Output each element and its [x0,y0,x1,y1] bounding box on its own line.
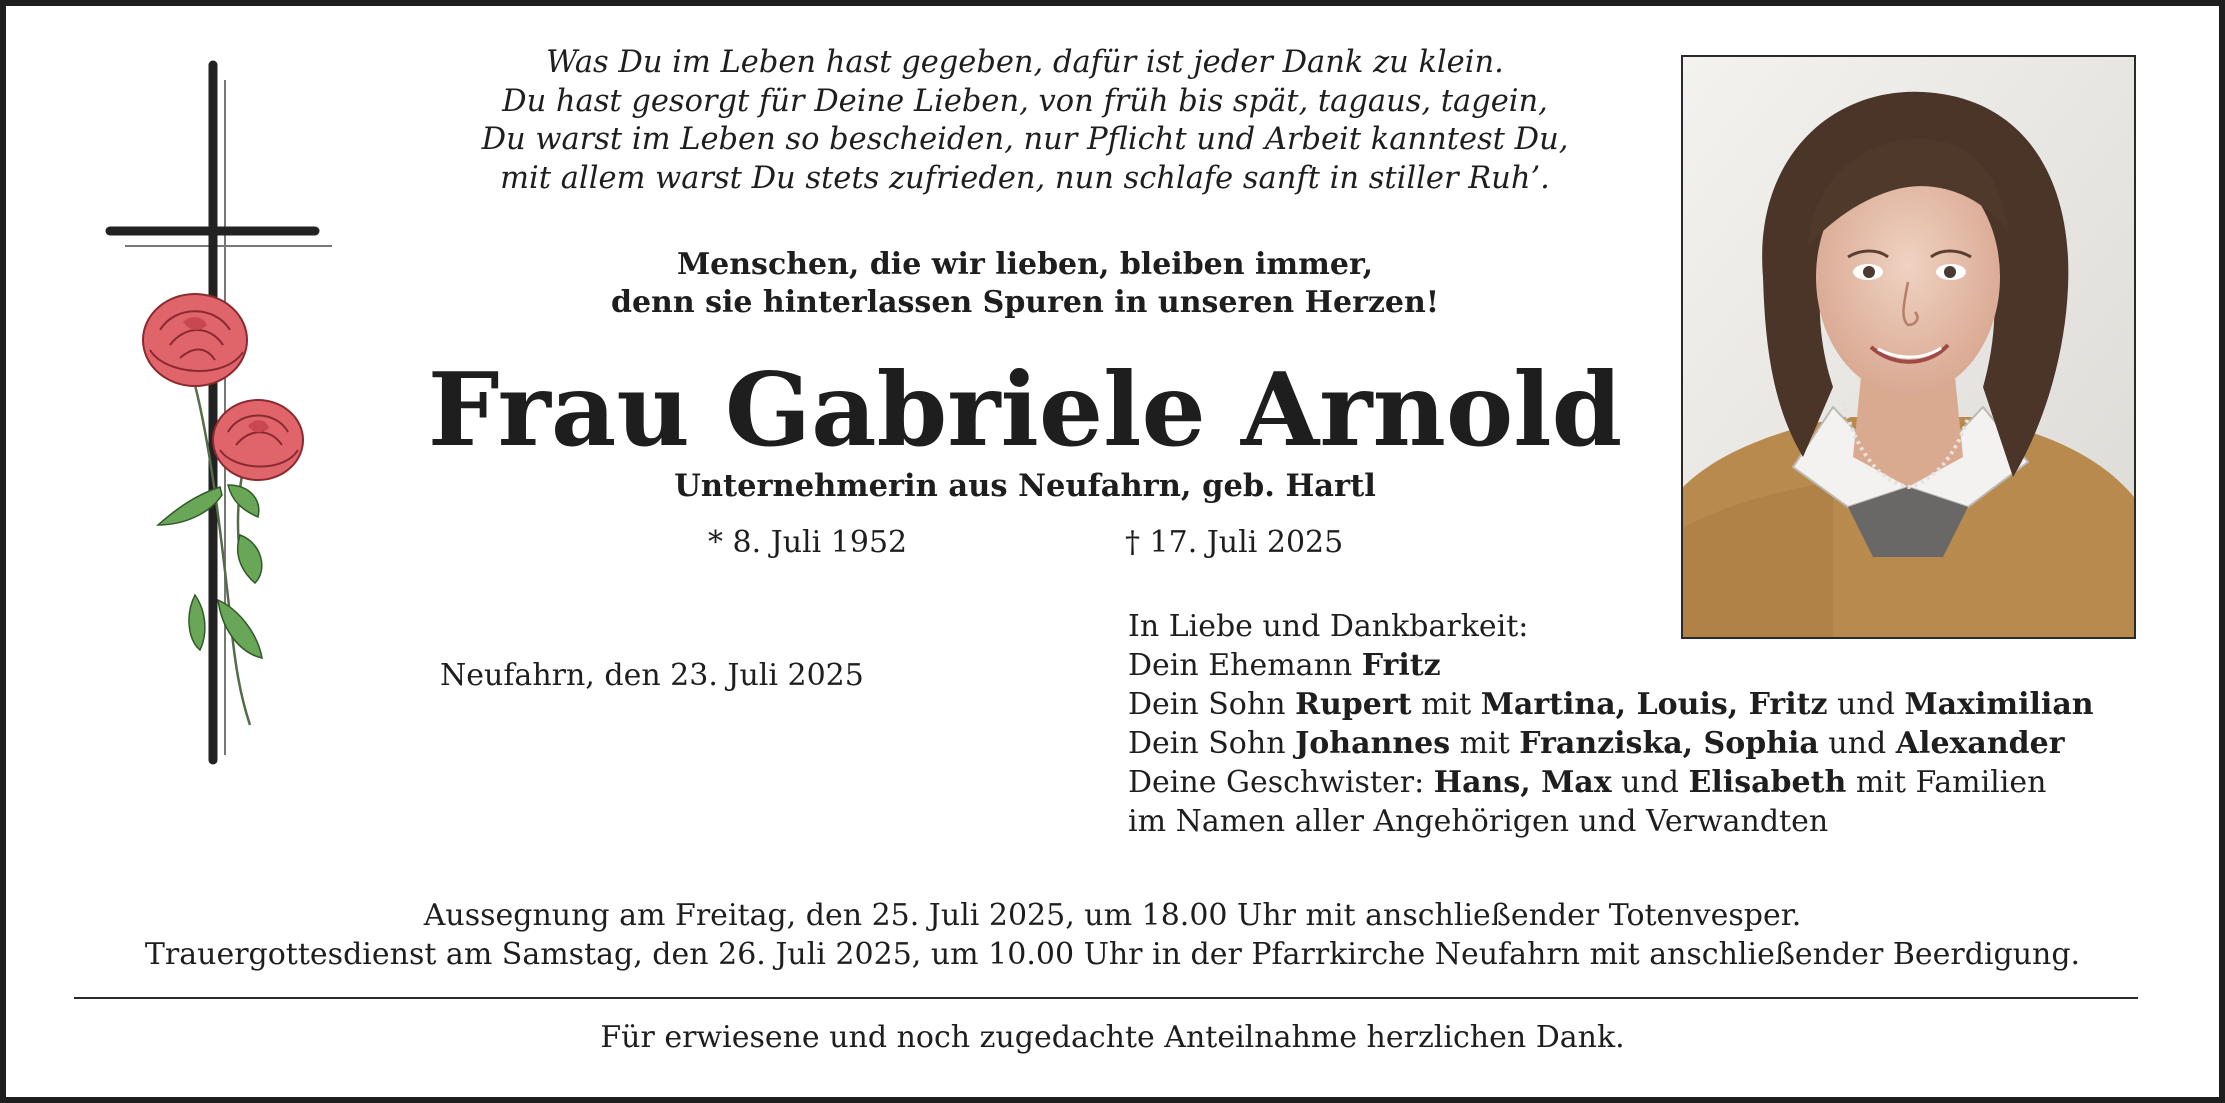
mourner-name: Alexander [1895,726,2065,761]
place-date: Neufahrn, den 23. Juli 2025 [440,658,864,693]
mourner-line [1128,646,2094,685]
poem-verse [330,44,1720,198]
mourner-name: Johannes [1295,726,1451,761]
motto-line: denn sie hinterlassen Spuren in unseren Herzen! [610,285,1440,320]
motto-line: Menschen, die wir lieben, bleiben immer, [676,247,1374,282]
mourner-connector: mit [1450,726,1520,761]
mourners-list [1128,607,2094,841]
cross-with-roses-icon [100,55,350,765]
mourner-connector: mit Familien [1846,765,2047,800]
mourner-name: Elisabeth [1688,765,1847,800]
deceased-name: Frau Gabriele Arnold [427,350,1623,469]
thanks-note: Für erwiesene und noch zugedachte Anteilnahme herzlichen Dank. [600,1020,1625,1055]
mourner-name: Rupert [1295,687,1412,722]
mourner-name: Maximilian [1904,687,2094,722]
verse-line: mit allem warst Du stets zufrieden, nun schlafe sanft in stiller Ruh’. [500,160,1550,196]
mourner-connector: mit [1411,687,1481,722]
mourner-relation: Deine Geschwister: [1128,765,1434,800]
service-details [60,896,2165,974]
verse-line: Was Du im Leben hast gegeben, dafür ist jeder Dank zu klein. [546,45,1504,80]
mourner-name: Fritz [1361,648,1441,683]
verse-line: Du hast gesorgt für Deine Lieben, von früh bis spät, tagaus, tagein, [502,83,1548,119]
mourner-line [1128,724,2094,763]
mourner-name: Hans, Max [1433,765,1612,800]
funeral-service-info: Trauergottesdienst am Samstag, den 26. Juli 2025, um 10.00 Uhr in der Pfarrkirche Neufahrn mit anschließender Beerdigung. [144,937,2081,972]
mourner-relation: Dein Sohn [1128,726,1296,761]
mourner-connector: und [1827,687,1905,722]
mourner-name: Franziska, Sophia [1519,726,1819,761]
birth-date: * 8. Juli 1952 [708,525,908,560]
death-date: † 17. Juli 2025 [1125,525,1344,560]
mourner-line [1128,685,2094,724]
deceased-occupation: Unternehmerin aus Neufahrn, geb. Hartl [674,468,1376,504]
mourner-relation: Dein Sohn [1128,687,1296,722]
mourners-closing: im Namen aller Angehörigen und Verwandten [1128,804,1829,839]
verse-line: Du warst im Leben so bescheiden, nur Pflicht und Arbeit kanntest Du, [481,122,1569,157]
mourner-relation: Dein Ehemann [1128,648,1362,683]
mourner-connector: und [1818,726,1896,761]
motto [330,246,1720,322]
mourner-connector: und [1611,765,1689,800]
mourner-name: Martina, Louis, Fritz [1480,687,1828,722]
mourner-line [1128,763,2094,802]
mourners-intro: In Liebe und Dankbarkeit: [1128,609,1529,644]
divider [74,997,2138,999]
blessing-info: Aussegnung am Freitag, den 25. Juli 2025, um 18.00 Uhr mit anschließender Totenvesper. [423,898,1802,933]
portrait-photo [1681,55,2136,639]
